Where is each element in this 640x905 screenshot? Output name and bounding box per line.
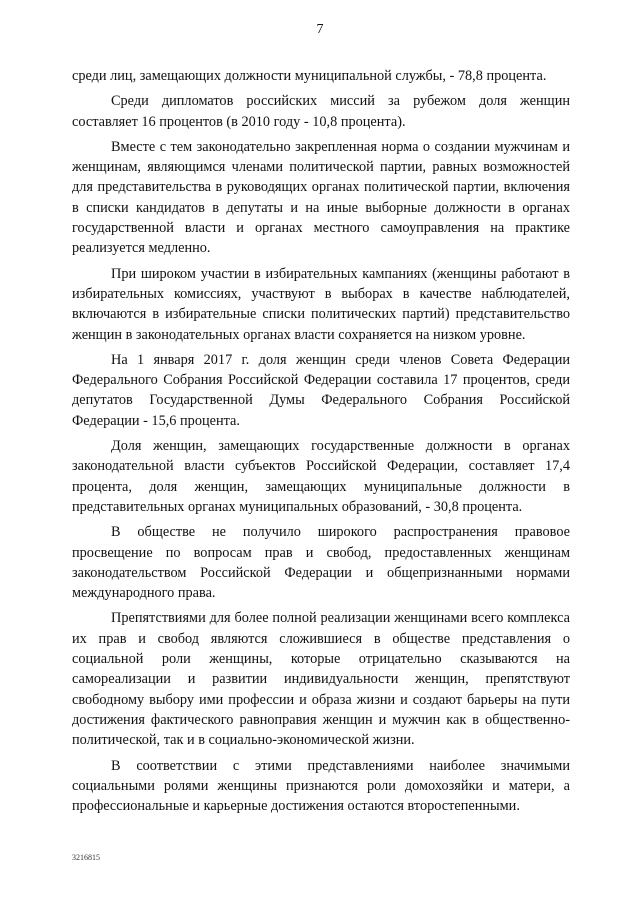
document-body [72,66,570,821]
paragraph-4: При широком участии в избирательных кампаниях (женщины работают в избирательных комиссиях, участвуют в выборах в качестве наблюдателей, включаются в избирательные списки политических партий) представительство женщин в законодательных органах власти сохраняется на низком уровне. [72,265,570,343]
document-code: 3216815 [72,853,100,862]
paragraph-5: На 1 января 2017 г. доля женщин среди членов Совета Федерации Федерального Собрания Российской Федерации составила 17 процентов, среди депутатов Государственной Думы Федерального Собрания Российской Федерации - 15,6 процента. [72,351,570,429]
paragraph-2: Среди дипломатов российских миссий за рубежом доля женщин составляет 16 процентов (в 2010 году - 10,8 процента). [72,93,570,130]
paragraph-1: среди лиц, замещающих должности муниципальной службы, - 78,8 процента. [72,68,547,84]
page-number: 7 [316,22,324,37]
paragraph-3: Вместе с тем законодательно закрепленная норма о создании мужчинам и женщинам, являющимся членами политической партии, равных возможностей для представительства в руководящих органах политической партии, включения в списки кандидатов в депутаты и на иные выборные должности в органах государственной власти и органах местного самоуправления на практике реализуется медленно. [72,138,570,257]
paragraph-9: В соответствии с этими представлениями наиболее значимыми социальными ролями женщины признаются роли домохозяйки и матери, а профессиональные и карьерные достижения остаются второстепенными. [72,757,570,815]
paragraph-7: В обществе не получило широкого распространения правовое просвещение по вопросам прав и свобод, предоставленных женщинам законодательством Российской Федерации и общепризнанными нормами международного права. [72,524,570,602]
paragraph-6: Доля женщин, замещающих государственные должности в органах законодательной власти субъектов Российской Федерации, составляет 17,4 процента, доля женщин, замещающих муниципальные должности в представительных органах муниципальных образований, - 30,8 процента. [72,438,570,515]
paragraph-8: Препятствиями для более полной реализации женщинами всего комплекса их прав и свобод являются сложившиеся в обществе представления о социальной роли женщины, которые отрицательно сказываются на самореализации и развитии индивидуальности женщин, препятствуют свободному выбору ими профессии и образа жизни и создают барьеры на пути достижения фактического равноправия женщин и мужчин как в общественно-политической, так и в социально-экономической жизни. [72,610,570,749]
